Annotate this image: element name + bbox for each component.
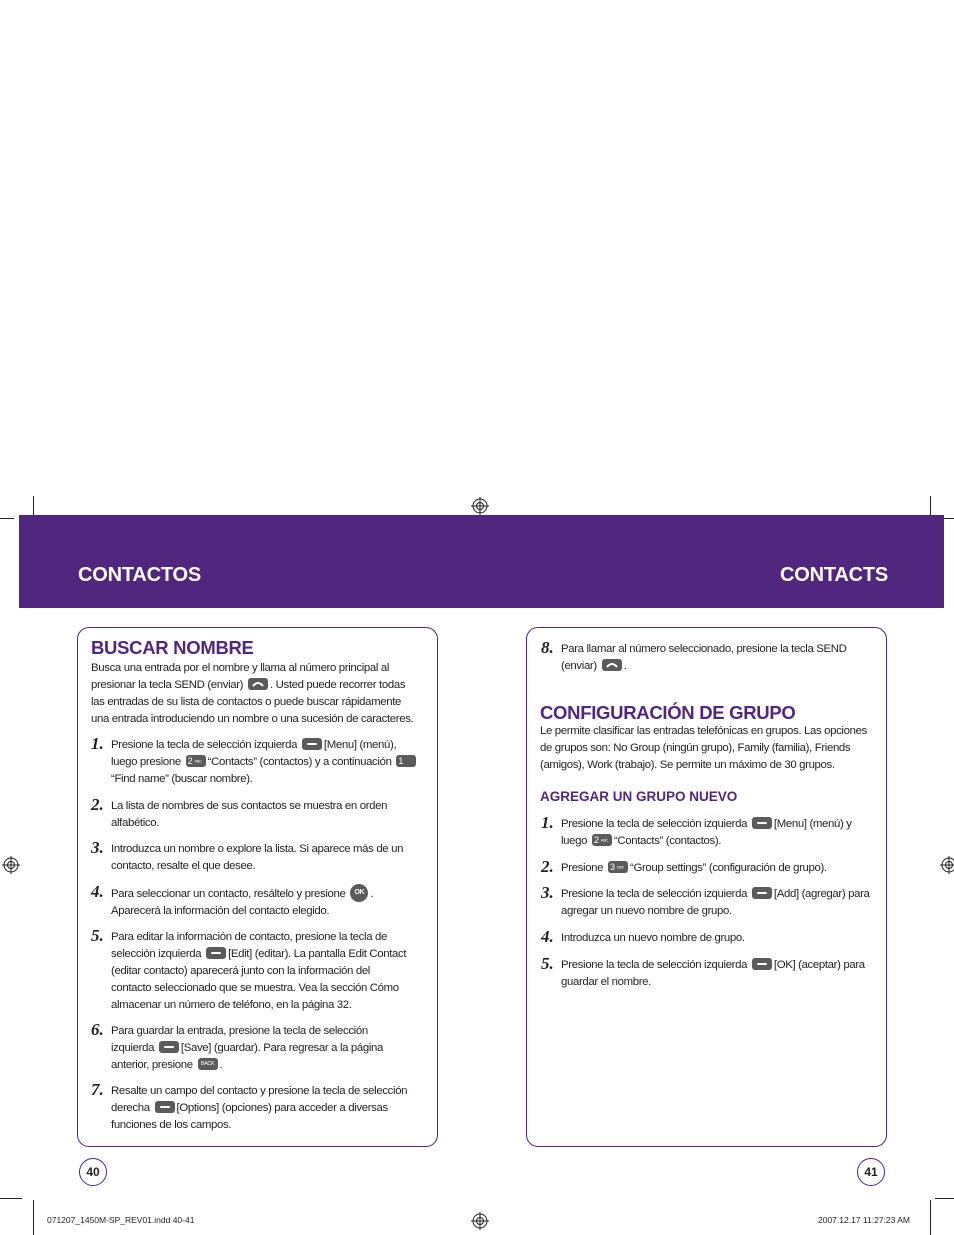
header-band (19, 515, 944, 608)
step-text: Para seleccionar un contacto, resáltelo y presione (111, 888, 346, 901)
step-text: . (219, 1059, 223, 1071)
step-number: 5. (541, 954, 554, 973)
step-text: “Find name” (buscar nombre). (111, 773, 253, 785)
subheading-agregar-grupo: AGREGAR UN GRUPO NUEVO (540, 789, 738, 804)
step-text: Introduzca un nombre o explore la lista. Si aparece más de un contacto, resalte el que desee. (111, 843, 404, 872)
step-text: [Menu] (menú), luego presione (111, 739, 397, 768)
step-number: 5. (91, 926, 104, 945)
step-text: Introduzca un nuevo nombre de grupo. (561, 932, 745, 944)
step-text: “Group settings” (configuración de grupo). (630, 862, 827, 874)
registration-mark-icon (940, 856, 954, 874)
step-text: Para editar la información de contacto, presione la tecla de selección izquierda (111, 931, 387, 960)
step-number: 2. (541, 857, 554, 876)
registration-mark-icon (471, 497, 489, 515)
step-text: Presione la tecla de selección izquierda (111, 739, 298, 751)
intro-text-1: Busca una entrada por el nombre y llama al número principal al presionar la tecla SEND (enviar) (91, 662, 390, 691)
step-number: 1. (91, 734, 104, 753)
intro-paragraph: Le permite clasificar las entradas telefónicas en grupos. Las opciones de grupos son: No Group (ningún grupo), Family (familia), Friends (amigos), Work (trabajo). Se permite un máximo de 30 grupos. (540, 725, 867, 771)
send-key-icon (248, 678, 268, 690)
step-text: Resalte un campo del contacto y presione la tecla de selección derecha (111, 1085, 408, 1114)
step-text: Para llamar al número seleccionado, presione la tecla SEND (enviar) (561, 643, 847, 672)
left-soft-key-icon (752, 887, 772, 899)
step-text: [Menu] (menú) y luego (561, 818, 852, 847)
step-number: 4. (91, 882, 104, 901)
step-text: [Options] (opciones) para acceder a diversas funciones de los campos. (111, 1102, 388, 1131)
step-text: Presione la tecla de selección izquierda (561, 888, 748, 900)
step-number: 2. (91, 795, 104, 814)
step-number: 1. (541, 813, 554, 832)
intro-paragraph (91, 660, 421, 728)
crop-mark (33, 1200, 34, 1235)
crop-mark (935, 1198, 954, 1199)
step-text: La lista de nombres de sus contactos se muestra en orden alfabético. (111, 800, 388, 829)
step-text: [Edit] (editar). La pantalla Edit Contact (editar contacto) aparecerá junto con la información del contacto seleccionado que se muestra. Vea la sección Cómo almacenar un número de teléfono, en la página 32. (111, 948, 407, 1011)
send-key-icon (602, 659, 622, 671)
step-number: 3. (541, 883, 554, 902)
step-number: 7. (91, 1080, 104, 1099)
page-number-left: 40 (79, 1158, 107, 1186)
step-text: Presione la tecla de selección izquierda (561, 959, 748, 971)
section-heading-configuracion-de-grupo: CONFIGURACIÓN DE GRUPO (540, 702, 796, 723)
left-soft-key-icon (752, 817, 772, 829)
intro-text-2: . Usted puede recorrer todas las entradas de su lista de contactos o puede buscar rápidamente una entrada introduciendo un nombre o una sucesión de caracteres. (91, 679, 414, 725)
right-soft-key-icon (155, 1101, 175, 1113)
step-text: . Aparecerá la información del contacto elegido. (111, 888, 374, 918)
step-number: 4. (541, 927, 554, 946)
left-soft-key-icon (206, 947, 226, 959)
footer-file-name: 071207_1450M-SP_REV01.indd 40-41 (47, 1215, 195, 1225)
left-soft-key-icon (752, 958, 772, 970)
step-number: 6. (91, 1020, 104, 1039)
key-2-icon: 2 ABC (592, 834, 612, 846)
step-text: [Add] (agregar) para agregar un nuevo nombre de grupo. (561, 888, 870, 917)
step-text: Presione la tecla de selección izquierda (561, 818, 748, 830)
page-number-right: 41 (857, 1158, 885, 1186)
footer-timestamp: 2007.12.17 11:27:23 AM (818, 1215, 911, 1225)
step-text: Para guardar la entrada, presione la tecla de selección izquierda (111, 1025, 368, 1054)
step-text: “Contacts” (contactos) y a continuación (207, 756, 392, 768)
left-page-title: CONTACTOS (78, 564, 202, 586)
left-soft-key-icon (302, 738, 322, 750)
crop-mark (0, 518, 14, 519)
back-key-icon: BACK (198, 1058, 218, 1070)
key-2-icon: 2 ABC (186, 755, 206, 767)
registration-mark-icon (2, 856, 20, 874)
key-3-icon: 3 DEF (608, 861, 628, 873)
right-page-title: CONTACTS (780, 564, 889, 586)
step-text: “Contacts” (contactos). (613, 835, 722, 847)
left-soft-key-icon (159, 1041, 179, 1053)
step-number: 3. (91, 838, 104, 857)
key-1-icon: 1 (396, 755, 416, 767)
crop-mark (930, 1200, 931, 1235)
registration-mark-icon (471, 1212, 489, 1230)
step-text: Presione (561, 862, 604, 874)
step-text: [Save] (guardar). Para regresar a la página anterior, presione (111, 1042, 384, 1071)
step-text: [OK] (aceptar) para guardar el nombre. (561, 959, 865, 988)
ok-key-icon: OK (350, 884, 368, 902)
step-text: . (623, 660, 627, 672)
crop-mark (0, 1198, 22, 1199)
step-number: 8. (541, 638, 554, 657)
section-heading-buscar-nombre: BUSCAR NOMBRE (91, 637, 254, 658)
